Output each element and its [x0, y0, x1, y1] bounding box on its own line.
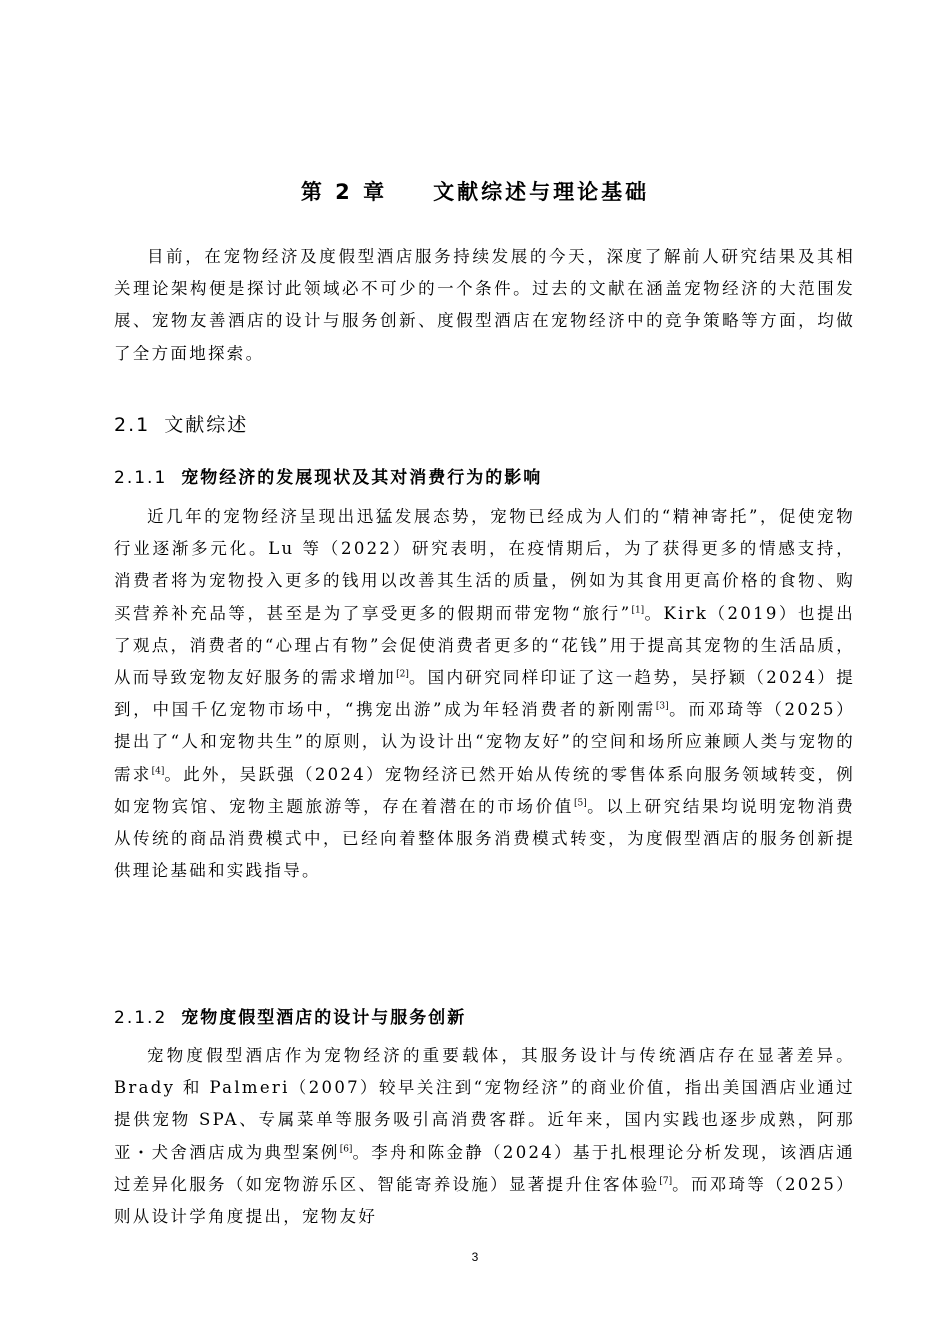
paragraph-text: 。李舟和陈金静（2024）基于扎根理论分析发现，该酒店通过差异化服务（如宠物游乐区、智能寄养设施）显著提升住客体验	[114, 1142, 855, 1194]
page-number: 3	[471, 1250, 479, 1264]
paragraph-text: 。而邓琦等（2025）提出了“人和宠物共生”的原则，认为设计出“宠物友好”的空间和场所应兼顾人类与宠物的需求	[114, 700, 855, 784]
chapter-name: 文献综述与理论基础	[433, 180, 650, 204]
section-2-1-2-paragraph	[114, 1040, 855, 1233]
section-number: 2.1.1	[114, 468, 168, 488]
citation-7[interactable]: [7]	[659, 1176, 673, 1187]
section-number: 2.1.2	[114, 1008, 168, 1028]
section-number: 2.1	[114, 414, 151, 436]
chapter-label: 第 2 章	[300, 180, 388, 204]
intro-paragraph: 目前，在宠物经济及度假型酒店服务持续发展的今天，深度了解前人研究结果及其相关理论架构便是探讨此领域必不可少的一个条件。过去的文献在涵盖宠物经济的大范围发展、宠物友善酒店的设计与服务创新、度假型酒店在宠物经济中的竞争策略等方面，均做了全方面地探索。	[114, 247, 855, 363]
citation-5[interactable]: [5]	[573, 798, 587, 809]
citation-4[interactable]: [4]	[151, 766, 165, 777]
section-2-1-1-paragraph	[114, 501, 855, 887]
paragraph-text: 。以上研究结果均说明宠物消费从传统的商品消费模式中，已经向着整体服务消费模式转变，为度假型酒店的服务创新提供理论基础和实践指导。	[114, 796, 856, 881]
paragraph-text: 宠物度假型酒店作为宠物经济的重要载体，其服务设计与传统酒店存在显著差异。Brady 和 Palmeri（2007）较早关注到“宠物经济”的商业价值，指出美国酒店业通过提供宠物 SPA、专属菜单等服务吸引高消费客群。近年来，国内实践也逐步成熟，阿那亚・犬舍酒店成为典型案例	[114, 1046, 855, 1162]
paragraph-text: 。Kirk（2019）也提出了观点，消费者的“心理占有物”会促使消费者更多的“花钱”用于提高其宠物的生活品质，从而导致宠物友好服务的需求增加	[114, 603, 855, 688]
chapter-title	[0, 176, 950, 206]
citation-6[interactable]: [6]	[339, 1144, 353, 1155]
citation-3[interactable]: [3]	[655, 701, 669, 712]
paragraph-text: 近几年的宠物经济呈现出迅猛发展态势，宠物已经成为人们的“精神寄托”，促使宠物行业逐渐多元化。Lu 等（2022）研究表明，在疫情期后，为了获得更多的情感支持，消费者将为宠物投入更多的钱用以改善其生活的质量，例如为其食用更高价格的食物、购买营养补充品等，甚至是为了享受更多的假期而带宠物“旅行”	[114, 507, 855, 623]
section-2-1-1-heading	[114, 463, 542, 488]
section-title: 宠物度假型酒店的设计与服务创新	[181, 1008, 467, 1028]
citation-2[interactable]: [2]	[396, 669, 409, 680]
paragraph-text: 。而邓琦等（2025）则从设计学角度提出，宠物友好	[114, 1174, 856, 1227]
section-title: 文献综述	[164, 414, 249, 436]
paragraph-text: 。此外，吴跃强（2024）宠物经济已然开始从传统的零售体系向服务领域转变，例如宠物宾馆、宠物主题旅游等，存在着潜在的市场价值	[114, 764, 855, 816]
citation-1[interactable]: [1]	[631, 605, 645, 616]
paragraph-text: 。国内研究同样印证了这一趋势，吴抒颖（2024）提到，中国千亿宠物市场中，“携宠出游”成为年轻消费者的新刚需	[114, 668, 855, 720]
section-2-1-heading	[114, 410, 248, 437]
section-title: 宠物经济的发展现状及其对消费行为的影响	[181, 468, 543, 488]
section-2-1-2-heading	[114, 1003, 466, 1028]
